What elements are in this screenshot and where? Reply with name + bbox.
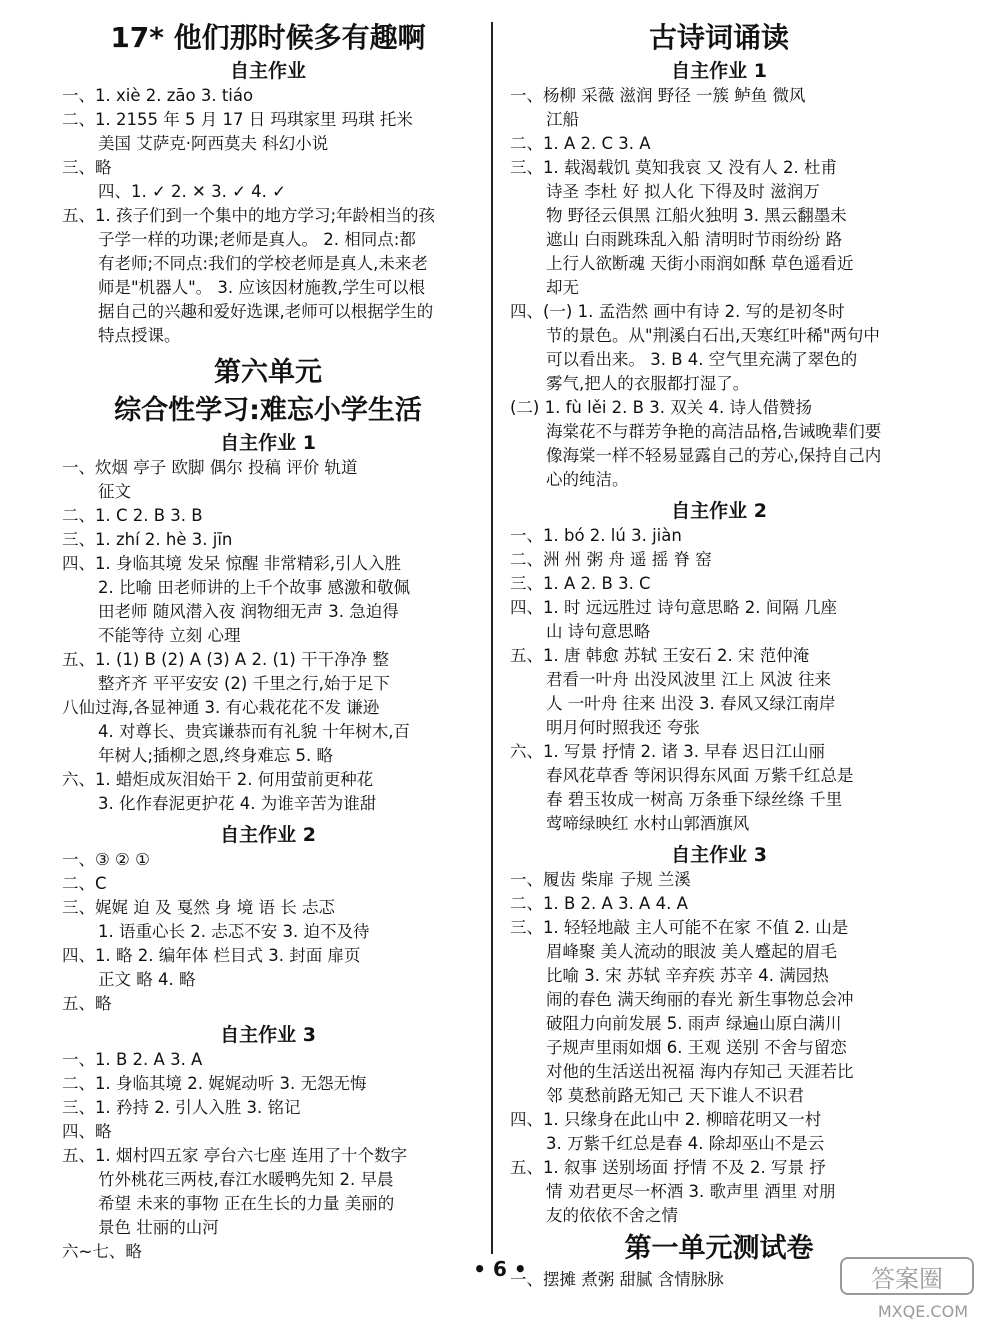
answer-line: 整齐齐 平平安安 (2) 千里之行,始于足下 — [98, 674, 390, 693]
answer-line: 一、③ ② ① — [62, 850, 150, 869]
answer-line: 师是"机器人"。 3. 应该因材施教,学生可以根 — [98, 278, 426, 297]
answer-line: 四、1. 略 2. 编年体 栏目式 3. 封面 扉页 — [62, 946, 361, 965]
watermark-logo: 答案圈 — [840, 1257, 974, 1295]
answer-line: 二、1. 身临其境 2. 娓娓动听 3. 无怨无悔 — [62, 1074, 367, 1093]
answer-line: 春 碧玉妆成一树高 万条垂下绿丝绦 千里 — [546, 790, 843, 809]
answer-line: 莺啼绿映红 水村山郭酒旗风 — [546, 814, 750, 833]
answer-line: 像海棠一样不轻易显露自己的芳心,保持自己内 — [546, 446, 882, 465]
answer-line: 一、履齿 柴扉 子规 兰溪 — [510, 870, 691, 889]
answer-line: 五、1. (1) B (2) A (3) A 2. (1) 干干净净 整 — [62, 650, 389, 669]
answer-line: (二) 1. fù lěi 2. B 3. 双关 4. 诗人借赞扬 — [510, 398, 812, 417]
answer-line: 3. 化作春泥更护花 4. 为谁辛苦为谁甜 — [98, 794, 377, 813]
answer-line: 雾气,把人的衣服都打湿了。 — [546, 374, 750, 393]
answer-line: 4. 对尊长、贵宾谦恭而有礼貌 十年树木,百 — [98, 722, 410, 741]
answer-line: 破阻力向前发展 5. 雨声 绿遍山原白满川 — [546, 1014, 842, 1033]
right-column — [510, 18, 928, 1292]
answer-line: 二、1. C 2. B 3. B — [62, 506, 203, 525]
answer-line: 年树人;插柳之恩,终身难忘 5. 略 — [98, 746, 334, 765]
unit-1-test-title: 第一单元测试卷 — [624, 1233, 814, 1264]
answer-line: 景色 壮丽的山河 — [98, 1218, 219, 1237]
answer-line: 田老师 随风潜入夜 润物细无声 3. 急迫得 — [98, 602, 399, 621]
answer-line: 四、(一) 1. 孟浩然 画中有诗 2. 写的是初冬时 — [510, 302, 845, 321]
answer-line: 二、1. B 2. A 3. A 4. A — [510, 894, 688, 913]
answer-line: 三、娓娓 迫 及 戛然 身 境 语 长 忐忑 — [62, 898, 335, 917]
answer-line: 有老师;不同点:我们的学校老师是真人,未来老 — [98, 254, 428, 273]
column-divider — [491, 22, 493, 1254]
answer-line: 物 野径云俱黑 江船火独明 3. 黑云翻墨未 — [546, 206, 847, 225]
answer-line: 眉峰聚 美人流动的眼波 美人蹙起的眉毛 — [546, 942, 837, 961]
answer-line: 君看一叶舟 出没风波里 江上 风波 往来 — [546, 670, 831, 689]
answer-line: 情 劝君更尽一杯酒 3. 歌声里 酒里 对朋 — [546, 1182, 836, 1201]
answer-line: 五、1. 烟村四五家 亭台六七座 连用了十个数字 — [62, 1146, 407, 1165]
answer-line: 节的景色。从"荆溪白石出,天寒红叶稀"两句中 — [546, 326, 880, 345]
section-heading: 自主作业 1 — [220, 432, 316, 454]
answer-line: 不能等待 立刻 心理 — [98, 626, 241, 645]
answer-line: 八仙过海,各显神通 3. 有心栽花花不发 谦逊 — [62, 698, 380, 717]
answer-line: 四、1. ✓ 2. ✕ 3. ✓ 4. ✓ — [98, 182, 286, 201]
answer-line: 三、1. 矜持 2. 引人入胜 3. 铭记 — [62, 1098, 301, 1117]
answer-line: 海棠花不与群芳争艳的高洁品格,告诫晚辈们要 — [546, 422, 882, 441]
section-heading: 自主作业 3 — [220, 1024, 316, 1046]
answer-line: 三、略 — [62, 158, 112, 177]
answer-line: 明月何时照我还 夸张 — [546, 718, 700, 737]
answer-block — [510, 524, 928, 836]
answer-line: 二、1. A 2. C 3. A — [510, 134, 651, 153]
watermark-url: MXQE.COM — [877, 1302, 968, 1321]
answer-line: 二、C — [62, 874, 107, 893]
answer-line: 春风花草香 等闲识得东风面 万紫千红总是 — [546, 766, 854, 785]
answer-line: 六~七、略 — [62, 1242, 142, 1261]
section-heading: 自主作业 3 — [671, 844, 767, 866]
answer-line: 子规声里雨如烟 6. 王观 送别 不舍与留恋 — [546, 1038, 847, 1057]
answer-line: 四、1. 身临其境 发呆 惊醒 非常精彩,引人入胜 — [62, 554, 401, 573]
answer-line: 2. 比喻 田老师讲的上千个故事 感激和敬佩 — [98, 578, 410, 597]
answer-line: 五、1. 叙事 送别场面 抒情 不及 2. 写景 抒 — [510, 1158, 826, 1177]
answer-block — [510, 868, 928, 1228]
answer-line: 六、1. 蜡炬成灰泪始干 2. 何用萤前更种花 — [62, 770, 374, 789]
answer-line: 据自己的兴趣和爱好选课,老师可以根据学生的 — [98, 302, 434, 321]
answer-line: 1. 语重心长 2. 忐忑不安 3. 迫不及待 — [98, 922, 370, 941]
answer-line: 山 诗句意思略 — [546, 622, 651, 641]
answer-block — [62, 456, 474, 816]
answer-block — [62, 1048, 474, 1264]
answer-line: 二、洲 州 粥 舟 遥 摇 脊 窑 — [510, 550, 712, 569]
answer-line: 江船 — [546, 110, 579, 129]
answer-line: 友的依依不舍之情 — [546, 1206, 678, 1225]
answer-line: 诗圣 李杜 好 拟人化 下得及时 滋润万 — [546, 182, 820, 201]
answer-line: 三、1. 轻轻地敲 主人可能不在家 不值 2. 山是 — [510, 918, 849, 937]
answer-line: 遮山 白雨跳珠乱入船 清明时节雨纷纷 路 — [546, 230, 843, 249]
answer-block — [62, 84, 474, 348]
unit-6-subtitle: 综合性学习:难忘小学生活 — [114, 395, 422, 426]
answer-line: 邻 莫愁前路无知己 天下谁人不识君 — [546, 1086, 804, 1105]
answer-line: 3. 万紫千红总是春 4. 除却巫山不是云 — [546, 1134, 825, 1153]
answer-line: 四、1. 只缘身在此山中 2. 柳暗花明又一村 — [510, 1110, 822, 1129]
answer-line: 征文 — [98, 482, 131, 501]
answer-line: 美国 艾萨克·阿西莫夫 科幻小说 — [98, 134, 329, 153]
answer-line: 一、炊烟 亭子 欧脚 偶尔 投稿 评价 轨道 — [62, 458, 358, 477]
answer-line: 二、1. 2155 年 5 月 17 日 玛琪家里 玛琪 托米 — [62, 110, 413, 129]
answer-line: 人 一叶舟 往来 出没 3. 春风又绿江南岸 — [546, 694, 836, 713]
lesson-17-title: 17* 他们那时候多有趣啊 — [110, 21, 426, 54]
answer-line: 子学一样的功课;老师是真人。 2. 相同点:都 — [98, 230, 416, 249]
answer-line: 三、1. zhí 2. hè 3. jīn — [62, 530, 233, 549]
answer-line: 五、1. 唐 韩愈 苏轼 王安石 2. 宋 范仲淹 — [510, 646, 810, 665]
unit-6-title: 第六单元 — [214, 357, 322, 388]
section-heading: 自主作业 1 — [671, 60, 767, 82]
answer-line: 却无 — [546, 278, 579, 297]
answer-line: 三、1. 载渴载饥 莫知我哀 又 没有人 2. 杜甫 — [510, 158, 837, 177]
answer-line: 一、杨柳 采薇 滋润 野径 一簇 鲈鱼 微风 — [510, 86, 806, 105]
answer-line: 心的纯洁。 — [546, 470, 629, 489]
answer-line: 比喻 3. 宋 苏轼 辛弃疾 苏辛 4. 满园热 — [546, 966, 829, 985]
section-heading: 自主作业 2 — [671, 500, 767, 522]
answer-line: 正文 略 4. 略 — [98, 970, 196, 989]
answer-line: 希望 未来的事物 正在生长的力量 美丽的 — [98, 1194, 395, 1213]
answer-line: 五、略 — [62, 994, 112, 1013]
answer-block — [510, 84, 928, 492]
left-column — [62, 18, 474, 1264]
page-number: • 6 • — [473, 1257, 527, 1281]
answer-line: 对他的生活送出祝福 海内存知己 天涯若比 — [546, 1062, 854, 1081]
answer-line: 上行人欲断魂 天街小雨润如酥 草色遥看近 — [546, 254, 854, 273]
answer-line: 六、1. 写景 抒情 2. 诸 3. 早春 迟日江山丽 — [510, 742, 825, 761]
answer-line: 特点授课。 — [98, 326, 181, 345]
answer-line: 一、摆摊 煮粥 甜腻 含情脉脉 — [510, 1270, 724, 1289]
answer-line: 一、1. xiè 2. zāo 3. tiáo — [62, 86, 254, 105]
answer-line: 竹外桃花三两枝,春江水暖鸭先知 2. 早晨 — [98, 1170, 394, 1189]
answer-line: 五、1. 孩子们到一个集中的地方学习;年龄相当的孩 — [62, 206, 436, 225]
section-heading: 自主作业 2 — [220, 824, 316, 846]
answer-block — [62, 848, 474, 1016]
answer-line: 三、1. A 2. B 3. C — [510, 574, 651, 593]
poetry-title: 古诗词诵读 — [648, 21, 789, 54]
answer-line: 闹的春色 满天绚丽的春光 新生事物总会冲 — [546, 990, 854, 1009]
answer-line: 四、略 — [62, 1122, 112, 1141]
answer-line: 四、1. 时 远远胜过 诗句意思略 2. 间隔 几座 — [510, 598, 837, 617]
section-heading: 自主作业 — [229, 60, 306, 82]
answer-line: 一、1. bó 2. lú 3. jiàn — [510, 526, 682, 545]
answer-line: 一、1. B 2. A 3. A — [62, 1050, 203, 1069]
answer-line: 可以看出来。 3. B 4. 空气里充满了翠色的 — [546, 350, 858, 369]
